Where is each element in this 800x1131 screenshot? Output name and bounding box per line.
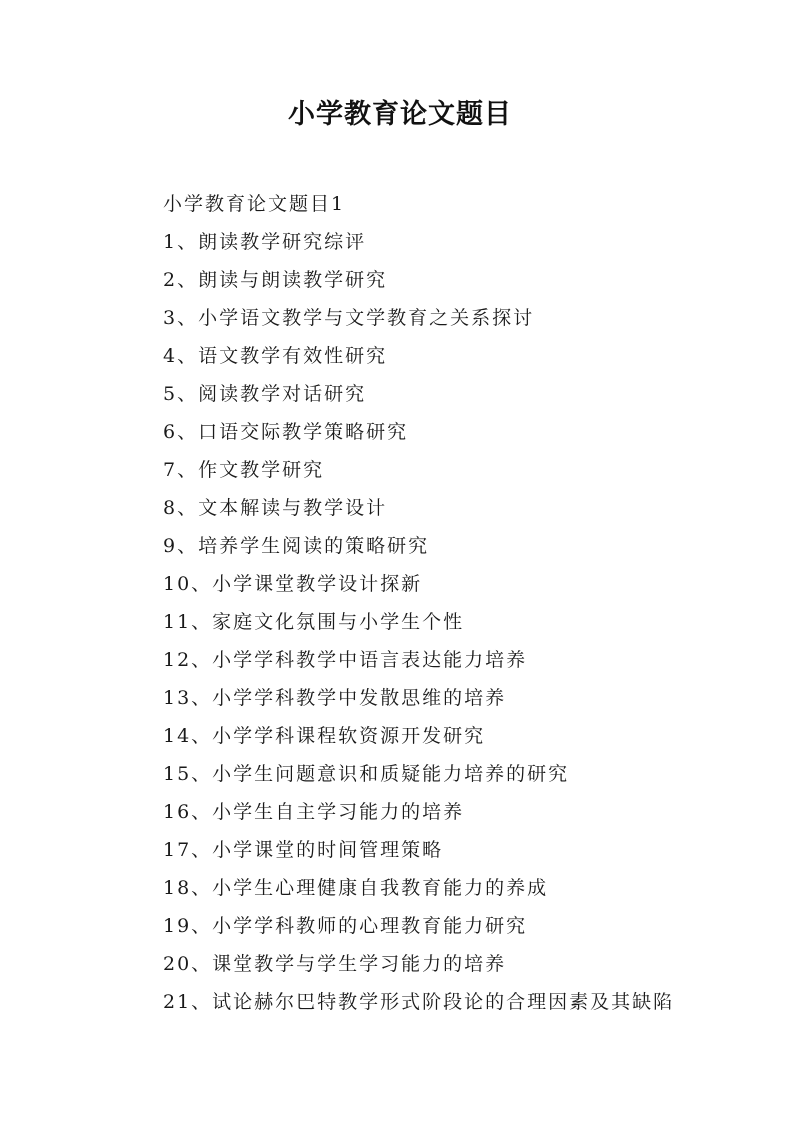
topic-item-13: 13、小学学科教学中发散思维的培养 xyxy=(163,687,507,709)
topic-item-18: 18、小学生心理健康自我教育能力的养成 xyxy=(163,877,549,899)
topic-item-9: 9、培养学生阅读的策略研究 xyxy=(163,535,430,557)
topic-item-7: 7、作文教学研究 xyxy=(163,459,325,481)
topic-item-10: 10、小学课堂教学设计探新 xyxy=(163,573,423,595)
topic-item-6: 6、口语交际教学策略研究 xyxy=(163,421,409,443)
topic-item-16: 16、小学生自主学习能力的培养 xyxy=(163,801,465,823)
topic-item-20: 20、课堂教学与学生学习能力的培养 xyxy=(163,953,507,975)
topic-item-12: 12、小学学科教学中语言表达能力培养 xyxy=(163,649,528,671)
topic-item-4: 4、语文教学有效性研究 xyxy=(163,345,388,367)
topic-item-19: 19、小学学科教师的心理教育能力研究 xyxy=(163,915,528,937)
topic-item-3: 3、小学语文教学与文学教育之关系探讨 xyxy=(163,307,535,329)
topic-item-14: 14、小学学科课程软资源开发研究 xyxy=(163,725,486,747)
topic-list xyxy=(163,225,674,1023)
topic-item-5: 5、阅读教学对话研究 xyxy=(163,383,367,405)
topic-item-15: 15、小学生问题意识和质疑能力培养的研究 xyxy=(163,763,570,785)
section-heading: 小学教育论文题目1 xyxy=(163,193,346,215)
topic-item-8: 8、文本解读与教学设计 xyxy=(163,497,388,519)
topic-item-11: 11、家庭文化氛围与小学生个性 xyxy=(163,611,465,633)
topic-item-21: 21、试论赫尔巴特教学形式阶段论的合理因素及其缺陷 xyxy=(163,991,675,1013)
document-title: 小学教育论文题目 xyxy=(288,99,512,130)
topic-item-2: 2、朗读与朗读教学研究 xyxy=(163,269,388,291)
topic-item-17: 17、小学课堂的时间管理策略 xyxy=(163,839,444,861)
topic-item-1: 1、朗读教学研究综评 xyxy=(163,231,367,253)
